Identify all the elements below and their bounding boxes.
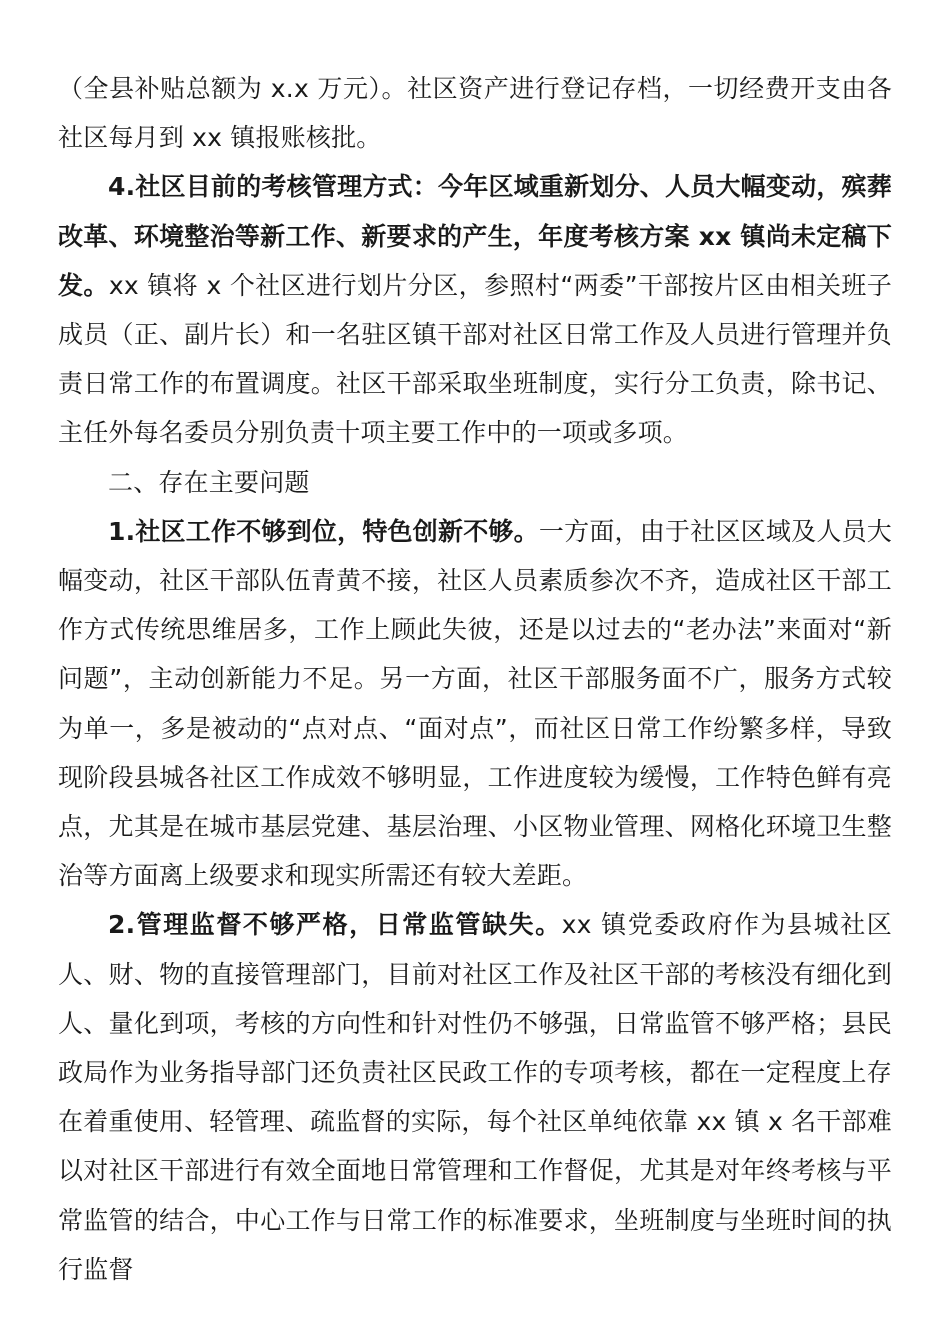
paragraph-4-heading: 1.社区工作不够到位，特色创新不够。 bbox=[108, 516, 539, 546]
document-page bbox=[58, 64, 892, 1294]
paragraph-2-heading: 4.社区目前的考核管理方式：今年区域重新划分、人员大幅变动，殡葬改革、环境整治等新工作、新要求的产生，年度考核方案 xx 镇尚未定稿下发。 bbox=[58, 172, 892, 300]
paragraph-5 bbox=[58, 900, 892, 1294]
paragraph-2-text: xx 镇将 x 个社区进行划片分区，参照村“两委”干部按片区由相关班子成员（正、副片长）和一名驻区镇干部对社区日常工作及人员进行管理并负责日常工作的布置调度。社区干部采取坐班制度，实行分工负责，除书记、主任外每名委员分别负责十项主要工作中的一项或多项。 bbox=[58, 270, 892, 448]
paragraph-5-text: xx 镇党委政府作为县城社区人、财、物的直接管理部门，目前对社区工作及社区干部的考核没有细化到人、量化到项，考核的方向性和针对性仍不够强，日常监管不够严格；县民政局作为业务指导部门还负责社区民政工作的专项考核，都在一定程度上存在着重使用、轻管理、疏监督的实际，每个社区单纯依靠 xx 镇 x 名干部难以对社区干部进行有效全面地日常管理和工作督促，尤其是对年终考核与平常监管的结合，中心工作与日常工作的标准要求，坐班制度与坐班时间的执行监督 bbox=[58, 910, 892, 1284]
paragraph-1 bbox=[58, 64, 892, 162]
paragraph-4-text: 一方面，由于社区区域及人员大幅变动，社区干部队伍青黄不接，社区人员素质参次不齐，造成社区干部工作方式传统思维居多，工作上顾此失彼，还是以过去的“老办法”来面对“新问题”，主动创新能力不足。另一方面，社区干部服务面不广，服务方式较为单一，多是被动的“点对点、“面对点”，而社区日常工作纷繁多样，导致现阶段县城各社区工作成效不够明显，工作进度较为缓慢，工作特色鲜有亮点，尤其是在城市基层党建、基层治理、小区物业管理、网格化环境卫生整治等方面离上级要求和现实所需还有较大差距。 bbox=[58, 516, 892, 891]
section-heading bbox=[58, 458, 892, 507]
paragraph-4 bbox=[58, 507, 892, 901]
paragraph-5-heading: 2.管理监督不够严格，日常监管缺失。 bbox=[108, 910, 562, 940]
paragraph-1-text: （全县补贴总额为 x.x 万元）。社区资产进行登记存档，一切经费开支由各社区每月到 xx 镇报账核批。 bbox=[58, 74, 892, 153]
paragraph-2 bbox=[58, 162, 892, 457]
section-heading-text: 二、存在主要问题 bbox=[108, 467, 310, 497]
